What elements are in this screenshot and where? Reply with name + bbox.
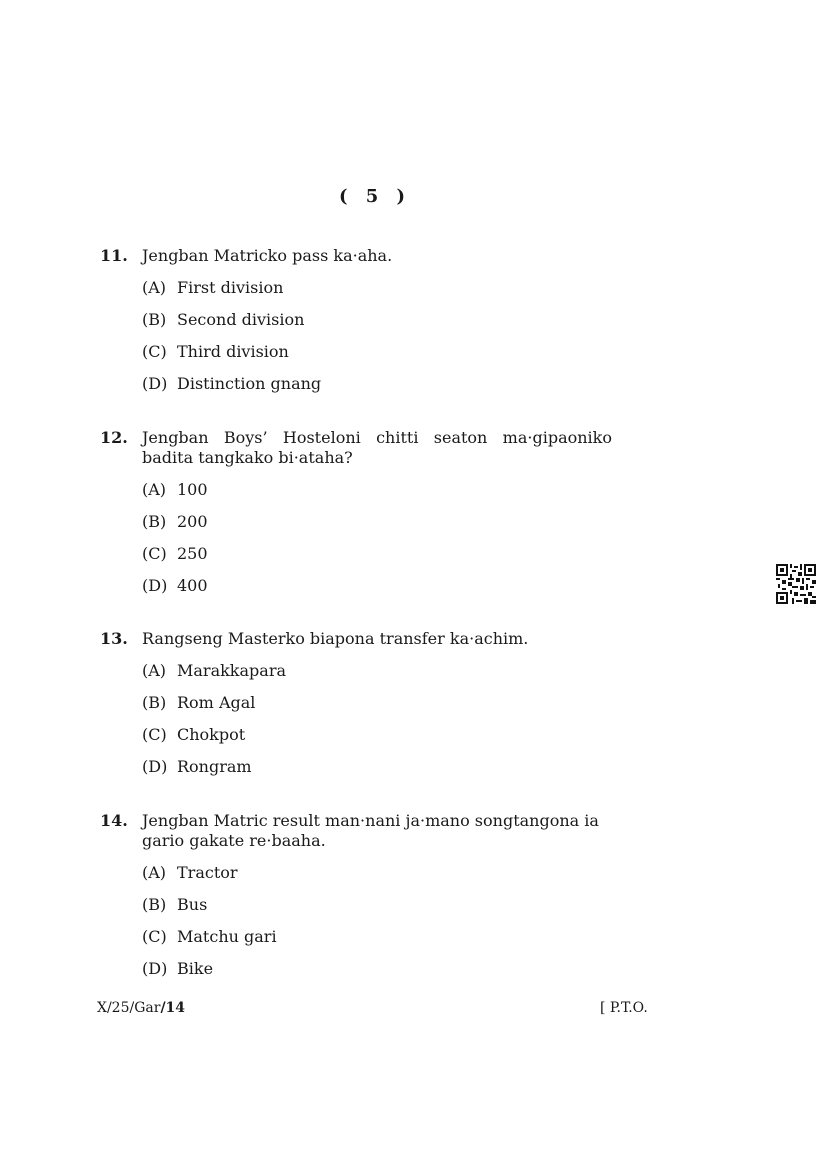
question-number: 14. (100, 811, 128, 830)
option-c (142, 927, 612, 959)
pto-label: [ P.T.O. (600, 1000, 648, 1016)
option-label: (C) (142, 342, 167, 361)
question-text-line-1: Jengban Boys’ Hosteloni chitti seaton ma·gipaoniko (142, 428, 612, 447)
option-text: Tractor (177, 863, 238, 882)
option-label: (B) (142, 310, 167, 329)
option-b (142, 693, 612, 725)
paper-code-suffix: /14 (160, 1000, 186, 1016)
option-text: Marakkapara (177, 661, 287, 680)
option-a (142, 278, 612, 310)
option-label: (D) (142, 374, 168, 393)
option-d (142, 374, 612, 406)
option-label: (C) (142, 927, 167, 946)
question-text-line-1: Jengban Matric result man·nani ja·mano songtangona ia (142, 811, 599, 830)
question-text: Jengban Matricko pass ka·aha. (142, 246, 393, 265)
option-label: (C) (142, 544, 167, 563)
option-text: Matchu gari (177, 927, 277, 946)
option-text: Distinction gnang (177, 374, 322, 393)
question-text: Rangseng Masterko biapona transfer ka·achim. (142, 629, 529, 648)
paper-code-prefix: X/25/Gar (97, 1000, 161, 1016)
question-13 (100, 629, 612, 789)
options-list (142, 480, 612, 608)
option-c (142, 544, 612, 576)
question-number: 13. (100, 629, 128, 648)
question-number: 12. (100, 428, 128, 447)
question-14 (100, 811, 612, 991)
option-b (142, 310, 612, 342)
option-label: (A) (142, 863, 167, 882)
option-text: Third division (177, 342, 289, 361)
qr-code-icon (776, 564, 816, 604)
option-a (142, 480, 612, 512)
option-label: (D) (142, 757, 168, 776)
option-label: (C) (142, 725, 167, 744)
option-label: (B) (142, 895, 167, 914)
option-d (142, 959, 612, 991)
option-text: Bike (177, 959, 214, 978)
option-text: Rom Agal (177, 693, 256, 712)
option-label: (B) (142, 693, 167, 712)
option-text: Chokpot (177, 725, 246, 744)
option-text: First division (177, 278, 284, 297)
option-d (142, 757, 612, 789)
question-text-line-2: gario gakate re·baaha. (142, 831, 326, 850)
question-number: 11. (100, 246, 128, 265)
question-12 (100, 428, 612, 608)
option-text: 100 (177, 480, 208, 499)
option-label: (A) (142, 480, 167, 499)
page-number: ( 5 ) (338, 186, 412, 207)
option-label: (A) (142, 278, 167, 297)
paper-code (97, 1000, 185, 1016)
question-11 (100, 246, 612, 406)
option-a (142, 661, 612, 693)
option-text: Rongram (177, 757, 252, 776)
question-text (142, 811, 612, 851)
question-text (142, 428, 612, 468)
option-b (142, 512, 612, 544)
options-list (142, 278, 612, 406)
options-list (142, 863, 612, 991)
option-text: 400 (177, 576, 208, 595)
option-label: (A) (142, 661, 167, 680)
question-text-line-2: badita tangkako bi·ataha? (142, 448, 353, 467)
options-list (142, 661, 612, 789)
option-a (142, 863, 612, 895)
option-label: (D) (142, 576, 168, 595)
option-label: (D) (142, 959, 168, 978)
option-text: 250 (177, 544, 208, 563)
option-c (142, 342, 612, 374)
option-text: Second division (177, 310, 305, 329)
option-d (142, 576, 612, 608)
option-label: (B) (142, 512, 167, 531)
option-c (142, 725, 612, 757)
option-text: 200 (177, 512, 208, 531)
option-text: Bus (177, 895, 208, 914)
option-b (142, 895, 612, 927)
